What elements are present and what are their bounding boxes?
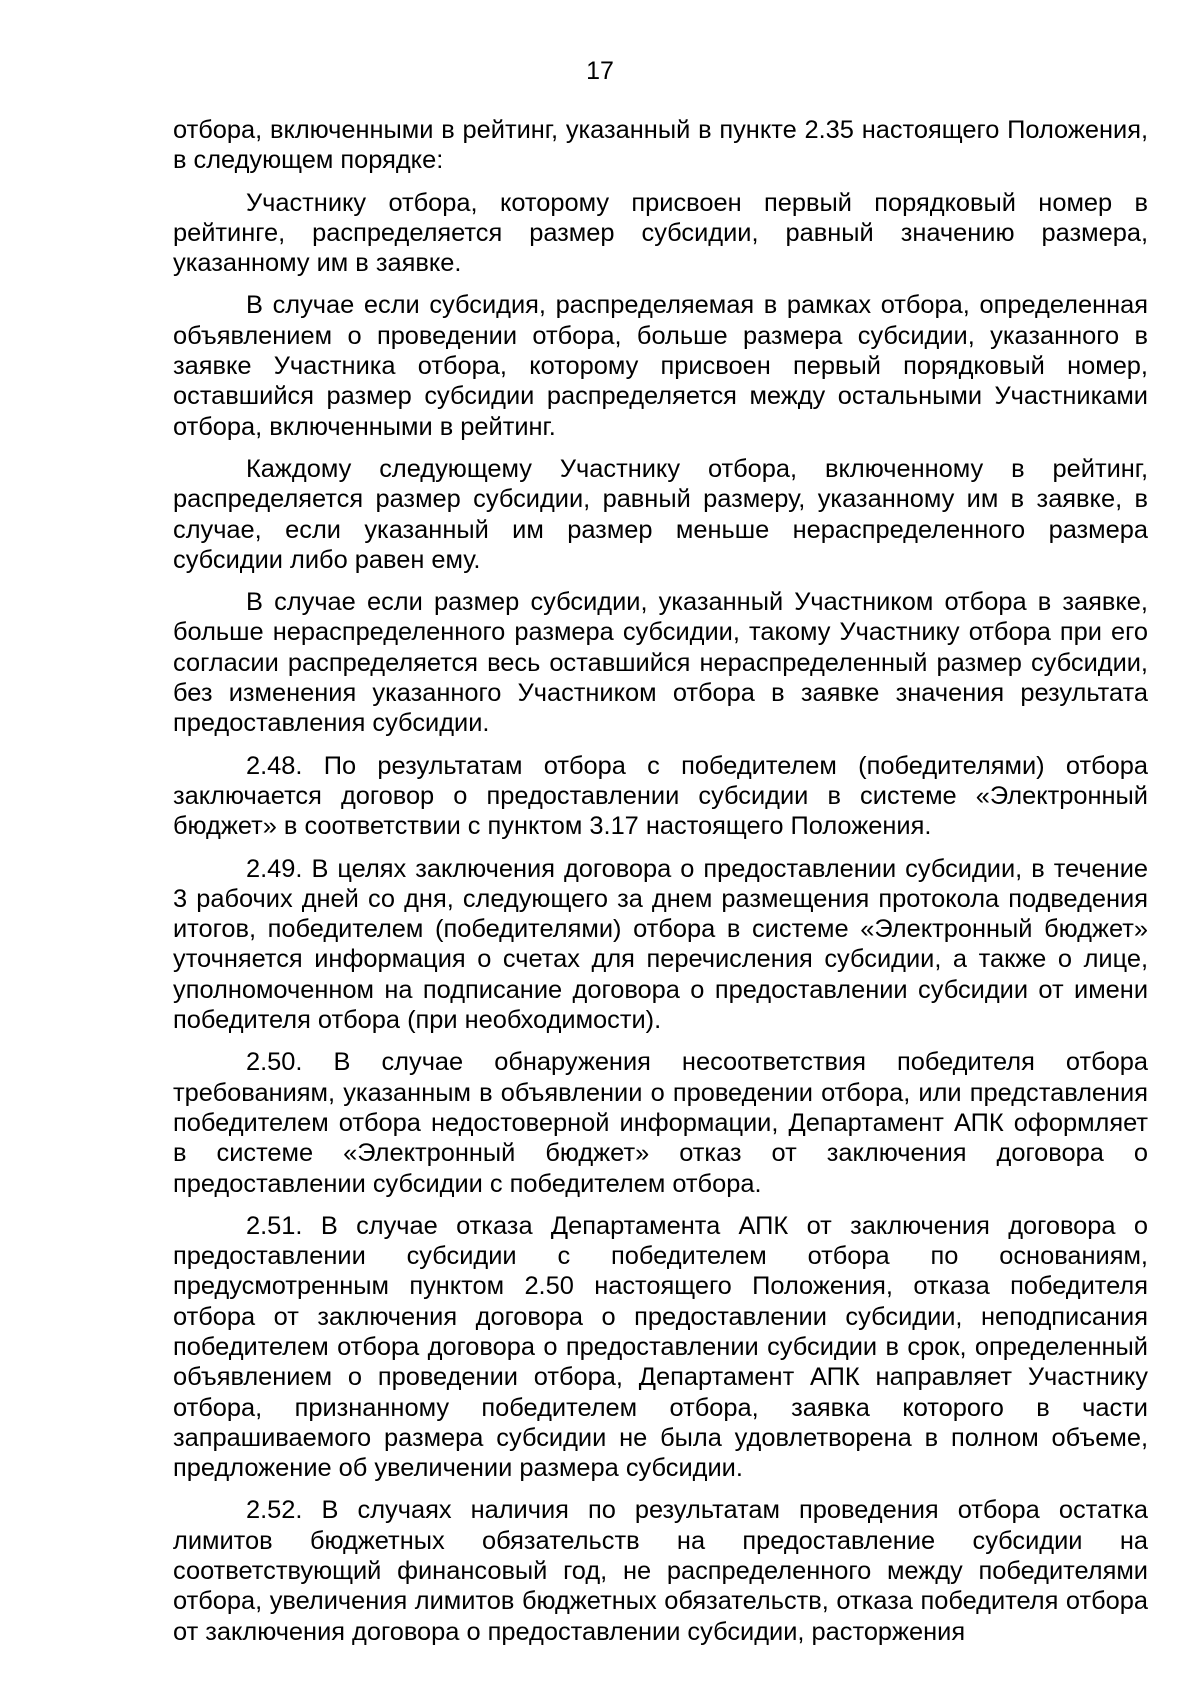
clause-2-52: 2.52. В случаях наличия по результатам проведения отбора остатка лимитов бюджетных обязательств на предоставление субсидии на соответствующий финансовый год, не распределенного между победителями отбора, увеличения лимитов бюджетных обязательств, отказа победителя отбора от заключения договора о предоставлении субсидии, расторжения	[173, 1496, 1148, 1646]
clause-2-49: 2.49. В целях заключения договора о предоставлении субсидии, в течение 3 рабочих дней со дня, следующего за днем размещения протокола подведения итогов, победителем (победителями) отбора в системе «Электронный бюджет» уточняется информация о счетах для перечисления субсидии, а также о лице, уполномоченном на подписание договора о предоставлении субсидии от имени победителя отбора (при необходимости).	[173, 854, 1148, 1035]
page-number: 17	[586, 57, 614, 85]
paragraph-continuation: отбора, включенными в рейтинг, указанный в пункте 2.35 настоящего Положения, в следующем порядке:	[173, 116, 1148, 175]
clause-2-51: 2.51. В случае отказа Департамента АПК от заключения договора о предоставлении субсидии с победителем отбора по основаниям, предусмотренным пунктом 2.50 настоящего Положения, отказа победителя отбора от заключения договора о предоставлении субсидии, неподписания победителем отбора договора о предоставлении субсидии в срок, определенный объявлением о проведении отбора, Департамент АПК направляет Участнику отбора, признанному победителем отбора, заявка которого в части запрашиваемого размера субсидии не была удовлетворена в полном объеме, предложение об увеличении размера субсидии.	[173, 1211, 1148, 1483]
clause-2-50: 2.50. В случае обнаружения несоответствия победителя отбора требованиям, указанным в объявлении о проведении отбора, или представления победителем отбора недостоверной информации, Департамент АПК оформляет в системе «Электронный бюджет» отказ от заключения договора о предоставлении субсидии с победителем отбора.	[173, 1048, 1148, 1198]
document-body	[173, 115, 1148, 1659]
paragraph-each-next-participant: Каждому следующему Участнику отбора, включенному в рейтинг, распределяется размер субсидии, равный размеру, указанному им в заявке, в случае, если указанный им размер меньше нераспределенного размера субсидии либо равен ему.	[173, 454, 1148, 574]
paragraph-remaining-subsidy: В случае если субсидия, распределяемая в рамках отбора, определенная объявлением о проведении отбора, больше размера субсидии, указанного в заявке Участника отбора, которому присвоен первый порядковый номер, оставшийся размер субсидии распределяется между остальными Участниками отбора, включенными в рейтинг.	[173, 291, 1148, 441]
clause-2-48: 2.48. По результатам отбора с победителем (победителями) отбора заключается договор о предоставлении субсидии в системе «Электронный бюджет» в соответствии с пунктом 3.17 настоящего Положения.	[173, 751, 1148, 841]
paragraph-first-participant: Участнику отбора, которому присвоен первый порядковый номер в рейтинге, распределяется размер субсидии, равный значению размера, указанному им в заявке.	[173, 188, 1148, 278]
paragraph-exceeding-amount: В случае если размер субсидии, указанный Участником отбора в заявке, больше нераспределенного размера субсидии, такому Участнику отбора при его согласии распределяется весь оставшийся нераспределенный размер субсидии, без изменения указанного Участником отбора в заявке значения результата предоставления субсидии.	[173, 588, 1148, 738]
